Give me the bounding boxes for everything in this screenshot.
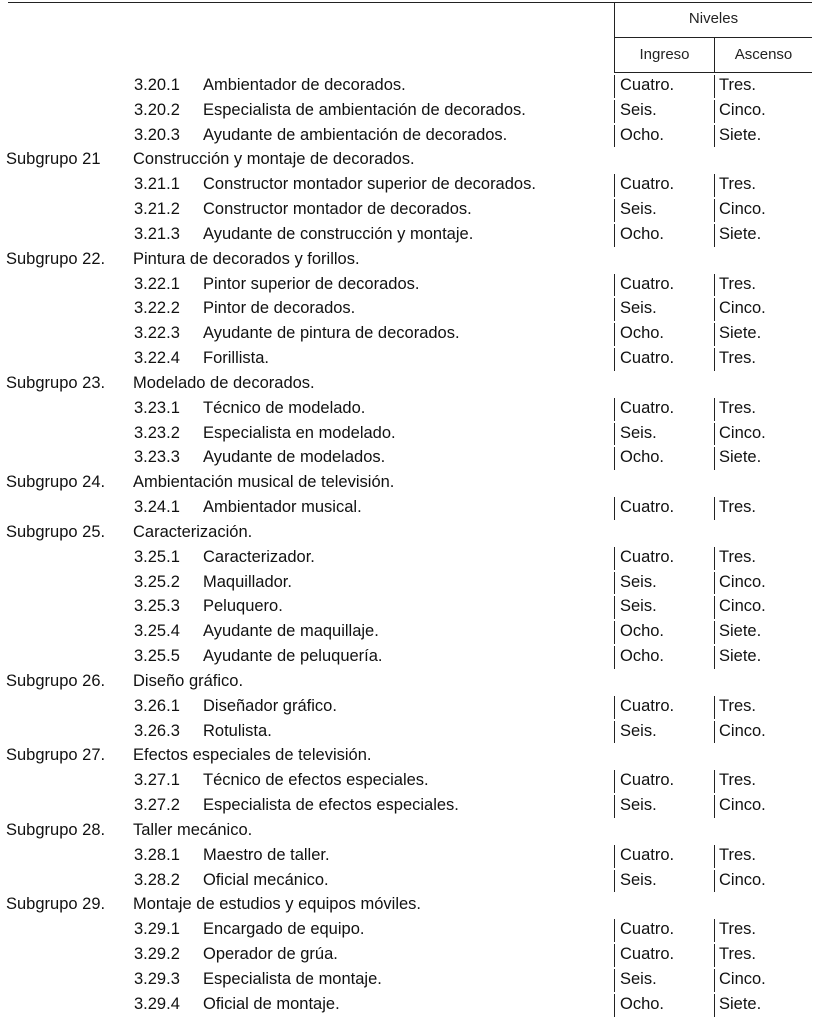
ascenso-column-rule [714, 795, 715, 818]
ascenso-level: Tres. [719, 349, 756, 368]
category-row [0, 421, 817, 446]
ingreso-level: Cuatro. [620, 398, 675, 417]
ingreso-level: Cuatro. [620, 696, 675, 715]
ingreso-level: Cuatro. [620, 845, 675, 864]
category-name: Rotulista. [203, 721, 272, 740]
category-row [0, 321, 817, 346]
ascenso-column-rule [714, 298, 715, 321]
category-code: 3.22.1 [134, 274, 180, 293]
ingreso-level: Seis. [620, 870, 657, 889]
ingreso-column-rule [614, 323, 615, 346]
subgroup-row [0, 669, 817, 694]
category-name: Oficial mecánico. [203, 870, 329, 889]
category-code: 3.27.2 [134, 796, 180, 815]
category-name: Técnico de efectos especiales. [203, 771, 429, 790]
ascenso-column-rule [714, 696, 715, 719]
category-name: Pintor de decorados. [203, 299, 356, 318]
ascenso-column-rule [714, 621, 715, 644]
category-code: 3.29.1 [134, 920, 180, 939]
category-name: Ayudante de construcción y montaje. [203, 224, 474, 243]
ascenso-level: Tres. [719, 398, 756, 417]
ascenso-column-rule [714, 174, 715, 197]
category-code: 3.28.1 [134, 845, 180, 864]
category-name: Forillista. [203, 349, 270, 368]
subgroup-title: Caracterización. [133, 522, 253, 541]
ingreso-level: Cuatro. [620, 547, 675, 566]
ascenso-level: Tres. [719, 547, 756, 566]
ingreso-level: Cuatro. [620, 76, 675, 94]
ingreso-column-rule [614, 994, 615, 1017]
category-code: 3.23.3 [134, 448, 180, 467]
category-row [0, 967, 817, 992]
ingreso-column-rule [614, 795, 615, 818]
ingreso-level: Cuatro. [620, 920, 675, 939]
ascenso-level: Tres. [719, 498, 756, 517]
ingreso-level: Seis. [620, 200, 657, 219]
category-row [0, 123, 817, 148]
ingreso-level: Cuatro. [620, 175, 675, 194]
ingreso-level: Seis. [620, 597, 657, 616]
ingreso-level: Ocho. [620, 994, 665, 1013]
ascenso-column-rule [714, 323, 715, 346]
category-code: 3.29.2 [134, 945, 180, 964]
subgroup-title: Taller mecánico. [133, 820, 253, 839]
ingreso-column-rule [614, 721, 615, 744]
category-code: 3.25.1 [134, 547, 180, 566]
ingreso-column-rule [614, 497, 615, 520]
ascenso-level: Cinco. [719, 423, 766, 442]
category-code: 3.21.3 [134, 224, 180, 243]
ascenso-level: Tres. [719, 771, 756, 790]
category-row [0, 98, 817, 123]
ascenso-header: Ascenso [734, 46, 793, 63]
category-name: Ambientador musical. [203, 498, 362, 517]
ascenso-column-rule [714, 770, 715, 793]
category-row [0, 594, 817, 619]
ingreso-level: Seis. [620, 721, 657, 740]
category-name: Peluquero. [203, 597, 283, 616]
category-code: 3.22.3 [134, 324, 180, 343]
category-code: 3.22.2 [134, 299, 180, 318]
ingreso-level: Ocho. [620, 622, 665, 641]
ascenso-column-rule [714, 646, 715, 669]
category-row [0, 917, 817, 942]
ascenso-level: Cinco. [719, 299, 766, 318]
category-name: Constructor montador de decorados. [203, 200, 472, 219]
ascenso-column-rule [714, 721, 715, 744]
category-code: 3.29.4 [134, 994, 180, 1013]
category-name: Maquillador. [203, 572, 292, 591]
subgroup-row [0, 892, 817, 917]
subgroup-title: Montaje de estudios y equipos móviles. [133, 895, 421, 914]
category-name: Oficial de montaje. [203, 994, 340, 1013]
category-name: Encargado de equipo. [203, 920, 365, 939]
category-row [0, 868, 817, 893]
subgroup-title: Modelado de decorados. [133, 373, 315, 392]
ascenso-column-rule [714, 547, 715, 570]
subgroup-row [0, 470, 817, 495]
category-code: 3.25.5 [134, 647, 180, 666]
ascenso-level: Cinco. [719, 721, 766, 740]
category-code: 3.25.3 [134, 597, 180, 616]
category-row [0, 495, 817, 520]
ingreso-level: Seis. [620, 299, 657, 318]
ascenso-level: Cinco. [719, 870, 766, 889]
ascenso-level: Cinco. [719, 100, 766, 119]
subgroup-label: Subgrupo 29. [6, 895, 106, 914]
category-code: 3.23.1 [134, 398, 180, 417]
ascenso-level: Tres. [719, 175, 756, 194]
top-rule [8, 2, 812, 3]
ascenso-level: Cinco. [719, 969, 766, 988]
category-row [0, 222, 817, 247]
category-row [0, 296, 817, 321]
subgroup-row [0, 147, 817, 172]
ingreso-column-rule [614, 100, 615, 123]
subgroup-label: Subgrupo 27. [6, 746, 106, 765]
ingreso-column-rule [614, 174, 615, 197]
category-code: 3.21.1 [134, 175, 180, 194]
ascenso-column-rule [714, 398, 715, 421]
ingreso-column-rule [614, 547, 615, 570]
category-row [0, 346, 817, 371]
subgroup-label: Subgrupo 21 [6, 150, 101, 169]
ingreso-column-rule [614, 596, 615, 619]
ingreso-column-rule [614, 298, 615, 321]
subgroup-label: Subgrupo 23. [6, 373, 106, 392]
ingreso-level: Seis. [620, 969, 657, 988]
ingreso-column-rule [614, 398, 615, 421]
ingreso-column-rule [614, 423, 615, 446]
ingreso-level: Cuatro. [620, 498, 675, 517]
subgroup-title: Efectos especiales de televisión. [133, 746, 372, 765]
ascenso-level: Siete. [719, 324, 762, 343]
ascenso-level: Tres. [719, 845, 756, 864]
ascenso-level: Cinco. [719, 572, 766, 591]
category-row [0, 719, 817, 744]
category-name: Ayudante de ambientación de decorados. [203, 125, 508, 144]
category-row [0, 694, 817, 719]
ingreso-level: Ocho. [620, 647, 665, 666]
category-name: Ayudante de pintura de decorados. [203, 324, 460, 343]
ingreso-level: Ocho. [620, 448, 665, 467]
ascenso-column-rule [714, 447, 715, 470]
ingreso-column-rule [614, 845, 615, 868]
ingreso-level: Cuatro. [620, 274, 675, 293]
niveles-underline [614, 37, 812, 38]
ascenso-column-rule [714, 596, 715, 619]
ascenso-level: Cinco. [719, 597, 766, 616]
ingreso-level: Ocho. [620, 125, 665, 144]
ingreso-column-rule [614, 199, 615, 222]
category-code: 3.26.3 [134, 721, 180, 740]
category-name: Constructor montador superior de decorados. [203, 175, 536, 194]
ingreso-column-rule [614, 274, 615, 297]
category-name: Pintor superior de decorados. [203, 274, 420, 293]
ascenso-level: Cinco. [719, 200, 766, 219]
subgroup-label: Subgrupo 25. [6, 522, 106, 541]
niveles-header: Niveles [688, 10, 739, 27]
category-row [0, 73, 817, 98]
ascenso-column-rule [714, 348, 715, 371]
ascenso-column-rule [714, 199, 715, 222]
subgroup-row [0, 520, 817, 545]
ascenso-level: Tres. [719, 696, 756, 715]
ascenso-level: Siete. [719, 622, 762, 641]
ingreso-column-rule [614, 944, 615, 967]
category-code: 3.23.2 [134, 423, 180, 442]
category-code: 3.25.4 [134, 622, 180, 641]
ingreso-level: Seis. [620, 572, 657, 591]
ingreso-column-rule [614, 348, 615, 371]
ingreso-column-rule [614, 224, 615, 247]
ingreso-column-rule [614, 969, 615, 992]
category-row [0, 272, 817, 297]
ingreso-level: Seis. [620, 423, 657, 442]
category-row [0, 793, 817, 818]
ascenso-level: Siete. [719, 224, 762, 243]
ascenso-level: Siete. [719, 994, 762, 1013]
category-name: Especialista en modelado. [203, 423, 396, 442]
category-name: Especialista de montaje. [203, 969, 382, 988]
ingreso-level: Cuatro. [620, 945, 675, 964]
ascenso-level: Siete. [719, 647, 762, 666]
ascenso-column-rule [714, 994, 715, 1017]
category-code: 3.29.3 [134, 969, 180, 988]
ascenso-level: Tres. [719, 76, 756, 94]
category-code: 3.27.1 [134, 771, 180, 790]
ascenso-column-rule [714, 497, 715, 520]
ascenso-column-rule [714, 919, 715, 942]
ascenso-column-rule [714, 870, 715, 893]
ingreso-level: Ocho. [620, 324, 665, 343]
ingreso-level: Cuatro. [620, 771, 675, 790]
category-name: Técnico de modelado. [203, 398, 366, 417]
ascenso-column-rule [714, 969, 715, 992]
ascenso-level: Cinco. [719, 796, 766, 815]
category-name: Ayudante de modelados. [203, 448, 386, 467]
ingreso-column-rule [614, 447, 615, 470]
subgroup-title: Ambientación musical de televisión. [133, 473, 395, 492]
ascenso-level: Tres. [719, 274, 756, 293]
category-code: 3.24.1 [134, 498, 180, 517]
category-name: Especialista de efectos especiales. [203, 796, 459, 815]
ascenso-column-rule [714, 274, 715, 297]
category-name: Especialista de ambientación de decorados. [203, 100, 526, 119]
category-code: 3.25.2 [134, 572, 180, 591]
category-code: 3.28.2 [134, 870, 180, 889]
subgroup-row [0, 743, 817, 768]
ascenso-column-rule [714, 125, 715, 148]
subgroup-label: Subgrupo 28. [6, 820, 106, 839]
ascenso-column-rule [714, 572, 715, 595]
category-code: 3.20.2 [134, 100, 180, 119]
ingreso-level: Seis. [620, 796, 657, 815]
category-row [0, 768, 817, 793]
subgroup-row [0, 247, 817, 272]
ingreso-level: Ocho. [620, 224, 665, 243]
subgroup-title: Diseño gráfico. [133, 671, 244, 690]
category-name: Maestro de taller. [203, 845, 330, 864]
ingreso-level: Seis. [620, 100, 657, 119]
ascenso-column-rule [714, 845, 715, 868]
subgroup-row [0, 818, 817, 843]
category-row [0, 172, 817, 197]
category-code: 3.21.2 [134, 200, 180, 219]
category-code: 3.22.4 [134, 349, 180, 368]
ascenso-column-rule [714, 224, 715, 247]
ingreso-column-rule [614, 646, 615, 669]
category-code: 3.26.1 [134, 696, 180, 715]
ingreso-column-rule [614, 696, 615, 719]
ingreso-column-rule [614, 572, 615, 595]
subgroup-label: Subgrupo 26. [6, 671, 106, 690]
ascenso-level: Tres. [719, 945, 756, 964]
category-row [0, 843, 817, 868]
category-row [0, 619, 817, 644]
category-code: 3.20.3 [134, 125, 180, 144]
ingreso-column-rule [614, 75, 615, 98]
subgroup-title: Construcción y montaje de decorados. [133, 150, 415, 169]
category-name: Operador de grúa. [203, 945, 338, 964]
category-row [0, 942, 817, 967]
ingreso-column-rule [614, 125, 615, 148]
category-code: 3.20.1 [134, 76, 180, 94]
ingreso-level: Cuatro. [620, 349, 675, 368]
subgroup-label: Subgrupo 24. [6, 473, 106, 492]
ingreso-column-rule [614, 919, 615, 942]
ascenso-column-rule [714, 423, 715, 446]
ascenso-column-rule [714, 100, 715, 123]
category-row [0, 197, 817, 222]
subgroup-label: Subgrupo 22. [6, 249, 106, 268]
category-row [0, 445, 817, 470]
subgroup-title: Pintura de decorados y forillos. [133, 249, 360, 268]
category-name: Caracterizador. [203, 547, 315, 566]
category-name: Ambientador de decorados. [203, 76, 406, 94]
ingreso-header: Ingreso [639, 46, 690, 63]
ascenso-column-rule [714, 75, 715, 98]
ingreso-column-rule [614, 770, 615, 793]
category-name: Ayudante de maquillaje. [203, 622, 379, 641]
ascenso-column-rule [714, 944, 715, 967]
category-row [0, 396, 817, 421]
ascenso-level: Siete. [719, 448, 762, 467]
ingreso-column-rule [614, 621, 615, 644]
category-name: Ayudante de peluquería. [203, 647, 383, 666]
category-row [0, 992, 817, 1017]
subgroup-row [0, 371, 817, 396]
category-row [0, 644, 817, 669]
category-name: Diseñador gráfico. [203, 696, 337, 715]
ingreso-column-rule [614, 870, 615, 893]
category-row [0, 545, 817, 570]
category-row [0, 570, 817, 595]
ascenso-level: Siete. [719, 125, 762, 144]
ascenso-level: Tres. [719, 920, 756, 939]
